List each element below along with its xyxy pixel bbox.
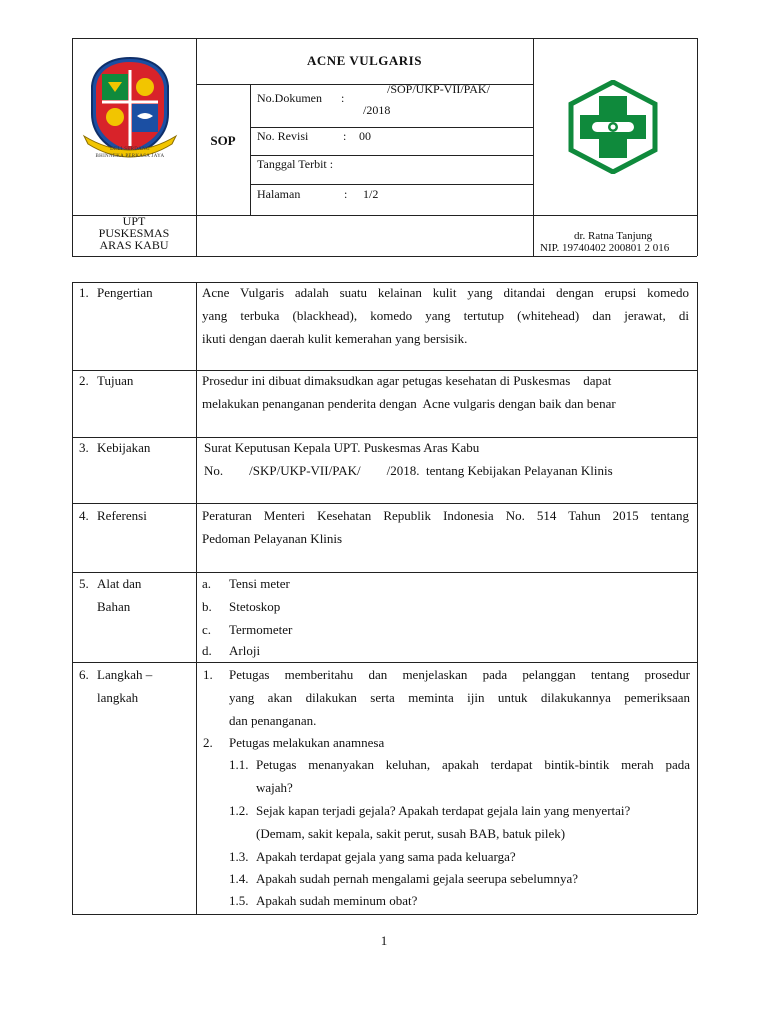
page-value: 1/2 [363, 187, 379, 201]
emblem-motto: BHINNEKA PERKASA JAYA [95, 154, 165, 159]
section-label: Bahan [97, 599, 131, 614]
section-text-line: yang terbuka (blackhead), komedo yang tertutup (whitehead) dan jerawat, di [202, 308, 689, 323]
document-title: ACNE VULGARIS [307, 53, 422, 68]
signatory-name: dr. Ratna Tanjung [574, 230, 653, 242]
section-number: 1. [79, 285, 89, 300]
substep-text-line: (Demam, sakit kepala, sakit perut, susah BAB, batuk pilek) [256, 826, 566, 841]
revision-sep: : [343, 129, 347, 143]
substep-text-line: Petugas menanyakan keluhan, apakah terdapat bintik-bintik merah pada [256, 757, 690, 772]
doc-number-label: No.Dokumen [257, 91, 322, 105]
doc-number-year: /2018 [363, 103, 391, 117]
substep-marker: 1.5. [229, 893, 249, 908]
section-label: langkah [97, 690, 139, 705]
substep-text-line: Apakah sudah meminum obat? [256, 893, 418, 908]
revision-label: No. Revisi [257, 129, 309, 143]
step-text-line: dan penanganan. [229, 713, 317, 728]
list-marker: c. [202, 622, 212, 637]
section-text-line: ikuti dengan daerah kulit kemerahan yang bersisik. [202, 331, 468, 346]
section-text-line: No. /SKP/UKP-VII/PAK/ /2018. tentang Kebijakan Pelayanan Klinis [204, 463, 613, 478]
substep-marker: 1.3. [229, 849, 249, 864]
section-label: Alat dan [97, 576, 142, 591]
doc-number-sep: : [341, 91, 345, 105]
org-name-line-2: PUSKESMAS [98, 226, 170, 240]
substep-text-line: wajah? [256, 780, 293, 795]
list-marker: d. [202, 643, 212, 658]
section-number: 2. [79, 373, 89, 388]
substep-marker: 1.2. [229, 803, 249, 818]
substep-text-line: Sejak kapan terjadi gejala? Apakah terdapat gejala lain yang menyertai? [256, 803, 631, 818]
section-text-line: Surat Keputusan Kepala UPT. Puskesmas Aras Kabu [204, 440, 480, 455]
doc-number-value: /SOP/UKP-VII/PAK/ [387, 82, 490, 96]
section-label: Referensi [97, 508, 147, 523]
section-label: Pengertian [97, 285, 153, 300]
step-text-line: yang akan dilakukan serta meminta ijin untuk dilakukannya pemeriksaan [229, 690, 690, 705]
emblem-caption: DELI SERDANG [110, 147, 150, 152]
section-label: Tujuan [97, 373, 134, 388]
section-number: 3. [79, 440, 89, 455]
org-name-line-1: UPT [122, 214, 146, 228]
org-name-line-3: ARAS KABU [99, 238, 169, 252]
issue-date-label: Tanggal Terbit : [257, 157, 334, 171]
section-number: 5. [79, 576, 89, 591]
list-marker: a. [202, 576, 212, 591]
list-item: Arloji [229, 643, 261, 658]
list-item: Tensi meter [229, 576, 290, 591]
substep-marker: 1.1. [229, 757, 249, 772]
section-text-line: Peraturan Menteri Kesehatan Republik Indonesia No. 514 Tahun 2015 tentang [202, 508, 689, 523]
substep-marker: 1.4. [229, 871, 249, 886]
list-marker: b. [202, 599, 212, 614]
page-sep: : [344, 187, 348, 201]
substep-text-line: Apakah terdapat gejala yang sama pada keluarga? [256, 849, 516, 864]
section-number: 4. [79, 508, 89, 523]
section-text-line: Pedoman Pelayanan Klinis [202, 531, 343, 546]
substep-text-line: Apakah sudah pernah mengalami gejala seerupa sebelumnya? [256, 871, 578, 886]
section-text-line: Prosedur ini dibuat dimaksudkan agar petugas kesehatan di Puskesmas dapat [202, 373, 612, 388]
section-label: Langkah – [97, 667, 153, 682]
step-marker: 2. [203, 735, 213, 750]
signatory-nip: NIP. 19740402 200801 2 016 [540, 242, 670, 254]
page-label: Halaman [257, 187, 301, 201]
step-text-line: Petugas melakukan anamnesa [229, 735, 385, 750]
section-number: 6. [79, 667, 89, 682]
page-number: 1 [380, 933, 388, 948]
list-item: Termometer [229, 622, 293, 637]
revision-value: 00 [359, 129, 371, 143]
section-text-line: Acne Vulgaris adalah suatu kelainan kulit yang ditandai dengan erupsi komedo [202, 285, 689, 300]
step-marker: 1. [203, 667, 213, 682]
list-item: Stetoskop [229, 599, 281, 614]
sop-label: SOP [210, 133, 236, 148]
puskesmas-logo-icon [568, 80, 658, 174]
step-text-line: Petugas memberitahu dan menjelaskan pada pelanggan tentang prosedur [229, 667, 690, 682]
section-label: Kebijakan [97, 440, 151, 455]
section-text-line: melakukan penanganan penderita dengan Acne vulgaris dengan baik dan benar [202, 396, 616, 411]
